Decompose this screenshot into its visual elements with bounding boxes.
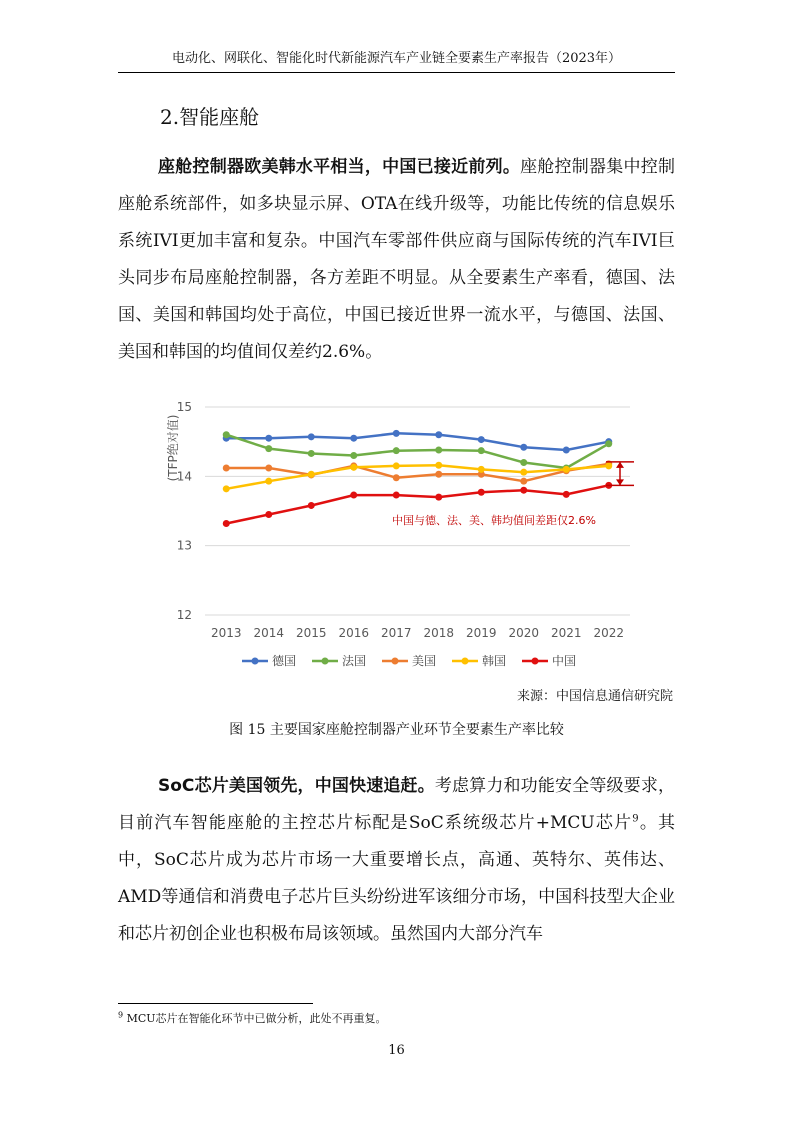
data-point	[435, 471, 442, 478]
tfp-line-chart	[150, 395, 650, 680]
data-point	[478, 466, 485, 473]
data-point	[563, 466, 570, 473]
section-title: 2.智能座舱	[160, 105, 260, 129]
data-point	[563, 491, 570, 498]
x-tick-label: 2018	[423, 626, 455, 640]
y-tick-label: 14	[176, 469, 192, 484]
data-point	[435, 494, 442, 501]
y-axis-label: (TFP绝对值)	[166, 414, 180, 482]
x-tick-label: 2014	[253, 626, 285, 640]
data-point	[520, 459, 527, 466]
data-point	[393, 474, 400, 481]
x-tick-label: 2022	[593, 626, 625, 640]
data-point	[350, 435, 357, 442]
x-tick-label: 2016	[338, 626, 370, 640]
header-rule	[118, 72, 675, 73]
chart-annotation: 中国与德、法、美、韩均值间差距仅2.6%	[392, 514, 596, 527]
y-tick-label: 12	[176, 608, 192, 622]
data-point	[520, 469, 527, 476]
data-point	[520, 478, 527, 485]
paragraph-body-continued: 。其中，SoC芯片成为芯片市场一大重要增长点，高通、英特尔、英伟达、AMD等通信和消费电子芯片巨头纷纷进军该细分市场，中国科技型大企业和芯片初创企业也积极布局该领域。虽然国内大部分汽车	[118, 813, 676, 944]
figure-caption: 图 15 主要国家座舱控制器产业环节全要素生产率比较	[229, 722, 564, 738]
data-point	[478, 447, 485, 454]
paragraph-body: 考虑算力和功能安全等级要求，目前汽车智能座舱的主控芯片标配是SoC系统级芯片+MCU芯片	[118, 776, 675, 833]
data-point	[265, 511, 272, 518]
legend-marker	[392, 658, 399, 665]
bracket-arrow-up	[616, 462, 624, 468]
legend-label: 韩国	[482, 654, 507, 668]
data-point	[265, 478, 272, 485]
x-tick-label: 2017	[380, 626, 412, 640]
data-point	[223, 465, 230, 472]
data-point	[605, 440, 612, 447]
data-point	[520, 444, 527, 451]
paragraph-lead: SoC芯片美国领先，中国快速追赶。	[158, 776, 435, 796]
data-point	[308, 502, 315, 509]
data-point	[393, 430, 400, 437]
y-tick-label: 15	[176, 400, 192, 414]
series-line-2	[226, 435, 609, 468]
data-point	[393, 447, 400, 454]
footnote-rule	[118, 1003, 313, 1004]
paragraph-body: 座舱控制器集中控制座舱系统部件，如多块显示屏、OTA在线升级等，功能比传统的信息娱乐系统IVI更加丰富和复杂。中国汽车零部件供应商与国际传统的汽车IVI巨头同步布局座舱控制器，各方差距不明显。从全要素生产率看，德国、法国、美国和韩国均处于高位，中国已接近世界一流水平，与德国、法国、美国和韩国的均值间仅差约2.6%。	[118, 157, 676, 362]
paragraph-soc-chip	[118, 768, 675, 953]
paragraph-lead: 座舱控制器欧美韩水平相当，中国已接近前列。	[158, 157, 521, 177]
data-point	[393, 462, 400, 469]
data-point	[520, 487, 527, 494]
legend-marker	[462, 658, 469, 665]
x-tick-label: 2019	[465, 626, 497, 640]
data-point	[605, 462, 612, 469]
data-point	[223, 431, 230, 438]
data-point	[435, 446, 442, 453]
legend-marker	[532, 658, 539, 665]
legend-label: 中国	[552, 654, 577, 668]
x-tick-label: 2020	[508, 626, 540, 640]
legend-marker	[322, 658, 329, 665]
legend-label: 法国	[342, 654, 367, 668]
x-tick-label: 2013	[210, 626, 242, 640]
page-number: 16	[388, 1043, 405, 1058]
legend-label: 美国	[412, 654, 437, 668]
data-point	[265, 445, 272, 452]
footnote-text: MCU芯片在智能化环节中已做分析，此处不再重复。	[126, 1012, 387, 1025]
data-point	[563, 446, 570, 453]
x-tick-labels	[211, 626, 624, 640]
data-point	[350, 464, 357, 471]
running-header: 电动化、网联化、智能化时代新能源汽车产业链全要素生产率报告（2023年）	[171, 51, 622, 66]
footnote-number: 9	[118, 1010, 124, 1020]
footnote	[118, 1011, 387, 1027]
data-point	[435, 462, 442, 469]
y-tick-label: 13	[176, 538, 192, 553]
data-point	[478, 436, 485, 443]
data-point	[223, 520, 230, 527]
paragraph-cockpit-controller	[118, 149, 675, 371]
chart-legend	[242, 653, 576, 668]
x-tick-label: 2021	[550, 626, 582, 640]
data-point	[223, 485, 230, 492]
series-line-1	[226, 433, 609, 450]
data-point	[393, 492, 400, 499]
data-point	[308, 471, 315, 478]
legend-marker	[252, 658, 259, 665]
data-point	[350, 452, 357, 459]
legend-label: 德国	[272, 654, 297, 668]
figure-source: 来源：中国信息通信研究院	[516, 689, 673, 704]
data-point	[265, 465, 272, 472]
data-point	[435, 431, 442, 438]
data-point	[350, 492, 357, 499]
footnote-reference: 9	[632, 813, 639, 825]
data-point	[308, 450, 315, 457]
data-point	[308, 433, 315, 440]
chart-series	[223, 430, 613, 527]
x-tick-label: 2015	[295, 626, 327, 640]
data-point	[265, 435, 272, 442]
bracket-arrow-down	[616, 479, 624, 485]
data-point	[478, 489, 485, 496]
